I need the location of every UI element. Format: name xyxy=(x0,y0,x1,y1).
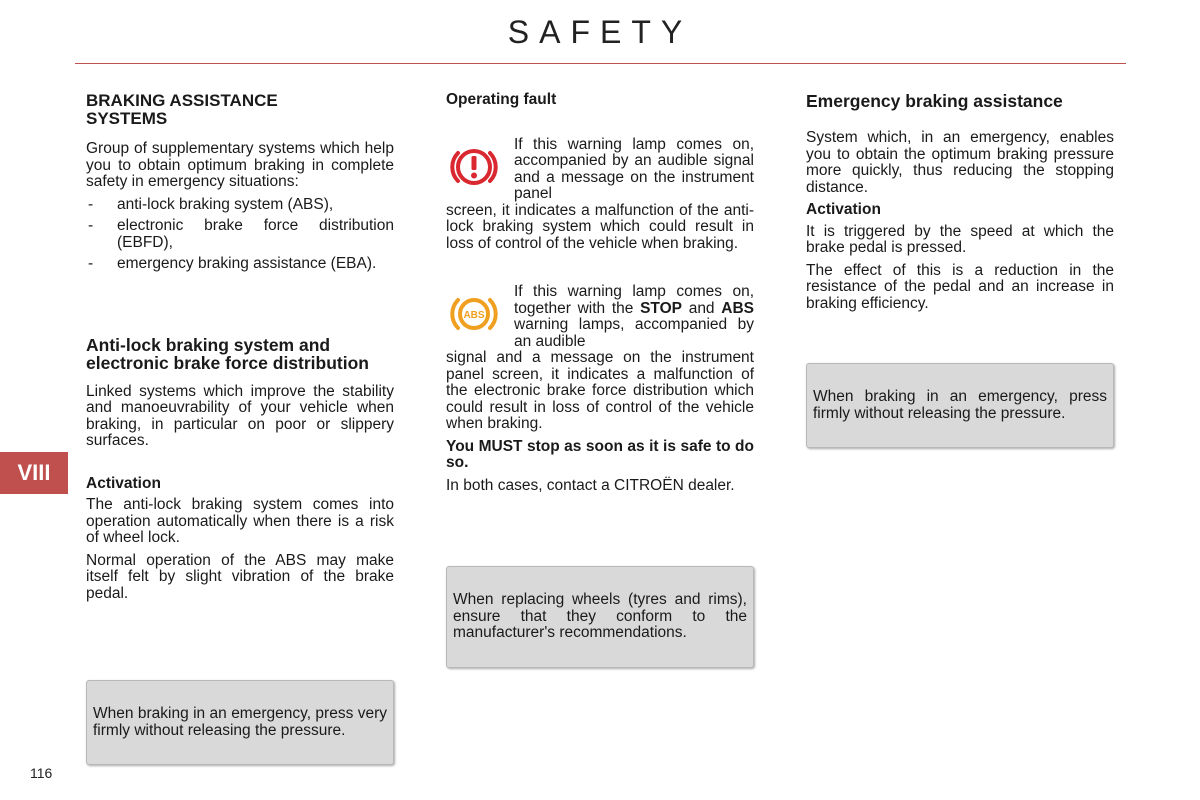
abs-icon-label: ABS xyxy=(463,310,485,321)
page-number: 116 xyxy=(30,765,53,781)
column-emergency-braking xyxy=(806,92,1114,318)
eba-activation-paragraph-2: The effect of this is a reduction in the resistance of the pedal and an increase in braking efficiency. xyxy=(806,261,1114,312)
abs-paragraph: Linked systems which improve the stability and manoeuvrability of your vehicle when braking, in particular on poor or slippery surfaces. xyxy=(86,382,394,449)
note-text: When braking in an emergency, press firmly without releasing the pressure. xyxy=(813,388,1107,422)
brake-warning-block xyxy=(446,137,754,253)
list-item: - electronic brake force distribution (EBFD), xyxy=(86,218,394,251)
note-box-emergency-firmly xyxy=(806,363,1114,448)
abs-label: ABS xyxy=(721,299,754,317)
activation-paragraph-2: Normal operation of the ABS may make itself felt by slight vibration of the brake pedal. xyxy=(86,551,394,602)
section-heading: BRAKING ASSISTANCE xyxy=(86,91,278,110)
intro-paragraph: Group of supplementary systems which help you to obtain optimum braking in complete safety in emergency situations: xyxy=(86,140,394,190)
list-item: - anti-lock braking system (ABS), xyxy=(86,197,394,214)
note-text: When replacing wheels (tyres and rims), ensure that they conform to the manufacturer's recommendations. xyxy=(453,591,747,642)
abs-warning-icon xyxy=(450,290,498,338)
eba-activation-paragraph-1: It is triggered by the speed at which the brake pedal is pressed. xyxy=(806,222,1114,256)
activation-heading: Activation xyxy=(86,474,161,492)
operating-fault-heading: Operating fault xyxy=(446,91,557,108)
activation-paragraph-1: The anti-lock braking system comes into operation automatically when there is a risk of wheel lock. xyxy=(86,496,394,546)
warn1-lead: If this warning lamp comes on, accompanied by an audible signal and a message on the instrument panel xyxy=(514,135,754,202)
header-rule xyxy=(75,63,1126,64)
column-operating-fault xyxy=(446,92,754,500)
warn1-rest: screen, it indicates a malfunction of the anti-lock braking system which could result in loss of control of the vehicle when braking. xyxy=(446,201,754,252)
column-braking-systems xyxy=(86,92,394,608)
warn2-rest: signal and a message on the instrument panel screen, it indicates a malfunction of the electronic brake force distribution which could result in loss of control of the vehicle when braking. xyxy=(446,349,754,432)
eba-paragraph: System which, in an emergency, enables you to obtain the optimum braking pressure more quickly, thus reducing the stopping distance. xyxy=(806,129,1114,196)
page-title: SAFETY xyxy=(507,14,693,50)
eba-heading: Emergency braking assistance xyxy=(806,91,1063,111)
eba-activation-heading: Activation xyxy=(806,201,881,218)
note-box-emergency xyxy=(86,680,394,765)
must-stop-warning: You MUST stop as soon as it is safe to do so. xyxy=(446,437,754,471)
contact-dealer: In both cases, contact a CITROËN dealer. xyxy=(446,476,735,494)
list-item: - emergency braking assistance (EBA). xyxy=(86,256,394,273)
section-heading-line2: SYSTEMS xyxy=(86,109,168,128)
abs-heading: Anti-lock braking system and electronic brake force distribution xyxy=(86,334,369,373)
note-box-wheels xyxy=(446,566,754,668)
chapter-tab: VIII xyxy=(0,452,68,494)
systems-list xyxy=(86,197,394,273)
warn2-lead: If this warning lamp comes on, together with the STOP and ABS warning lamps, accompanied by an audible xyxy=(514,283,754,350)
brake-warning-icon xyxy=(450,143,498,191)
note-text: When braking in an emergency, press very firmly without releasing the pressure. xyxy=(93,705,387,739)
abs-warning-block xyxy=(446,284,754,433)
stop-label: STOP xyxy=(640,299,682,317)
